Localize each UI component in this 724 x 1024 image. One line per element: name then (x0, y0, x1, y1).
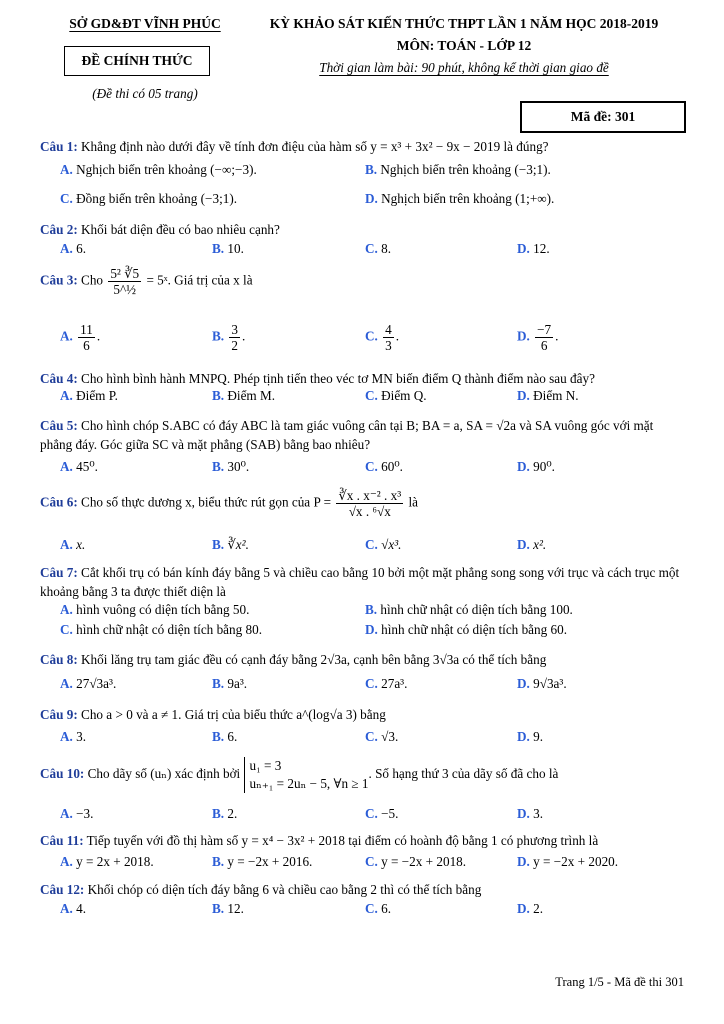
option-c[interactable]: C. 60⁰. (365, 459, 403, 474)
option-d[interactable]: D. Nghịch biến trên khoảng (1;+∞). (365, 191, 555, 206)
option-d[interactable]: D. 9. (517, 729, 544, 744)
option-d[interactable]: D. 90⁰. (517, 459, 555, 474)
question-12: Câu 12: Khối chóp có diện tích đáy bằng 6 và chiều cao bằng 2 thì có thể tích bằng (40, 882, 482, 897)
option-a[interactable]: A. x. (60, 537, 86, 552)
option-d[interactable]: D. y = −2x + 2020. (517, 854, 619, 869)
question-5: Câu 5: Cho hình chóp S.ABC có đáy ABC là tam giác vuông cân tại B; BA = a, SA = √2a và SA vuông góc với mặt phẳng đáy. Góc giữa SC và mặt phẳng (SAB) bằng bao nhiêu? (40, 418, 654, 452)
option-c[interactable]: C. √3. (365, 729, 399, 744)
exam-time-note: Thời gian làm bài: 90 phút, không kể thời gian giao đề (319, 60, 609, 75)
option-b[interactable]: B. 9a³. (212, 676, 248, 691)
question-6: Câu 6: Cho số thực dương x, biểu thức rút gọn của P = $\frac{\text{∛x . x⁻² . x³}}{\text{√x . ⁶√x}}$ là (40, 488, 419, 519)
department-header (40, 16, 250, 32)
question-8: Câu 8: Khối lăng trụ tam giác đều có cạnh đáy bằng 2√3a, cạnh bên bằng 3√3a có thể tích bằng (40, 652, 547, 667)
option-a[interactable]: A. −3. (60, 806, 94, 821)
question-1 (40, 137, 686, 156)
option-c[interactable]: C. −5. (365, 806, 399, 821)
department-name: SỞ GD&ĐT VĨNH PHÚC (69, 16, 221, 31)
option-d[interactable]: D. Điểm N. (517, 388, 579, 403)
option-d[interactable]: D. x². (517, 537, 547, 552)
option-d[interactable]: D. $\frac{-7}{6}$ . (517, 322, 559, 353)
option-b[interactable]: B. Điểm M. (212, 388, 276, 403)
option-d[interactable]: D. hình chữ nhật có diện tích bằng 60. (365, 622, 567, 637)
option-a[interactable]: A. 27√3a³. (60, 676, 117, 691)
exam-code-box: Mã đề: 301 (520, 101, 686, 133)
option-a[interactable]: A. 45⁰. (60, 459, 98, 474)
option-c[interactable]: C. 8. (365, 241, 392, 256)
option-d[interactable]: D. 3. (517, 806, 544, 821)
option-a[interactable]: A. $\frac{11}{6}$ . (60, 322, 101, 353)
option-d[interactable]: D. 2. (517, 901, 544, 916)
option-a[interactable]: A. 6. (60, 241, 87, 256)
option-b[interactable]: B. $\frac{3}{2}$ . (212, 322, 246, 353)
option-b[interactable]: B. 6. (212, 729, 238, 744)
question-2: Câu 2: Khối bát diện đều có bao nhiêu cạnh? (40, 222, 280, 237)
equation-system: u₁ = 3 uₙ₊₁ = 2uₙ − 5, ∀n ≥ 1 (244, 757, 369, 793)
question-10: Câu 10: Cho dãy số (uₙ) xác định bởi u₁ = 3 uₙ₊₁ = 2uₙ − 5, ∀n ≥ 1 . Số hạng thứ 3 của dãy số đã cho là (40, 758, 559, 791)
question-label: Câu 1: (40, 139, 78, 154)
question-4: Câu 4: Cho hình bình hành MNPQ. Phép tịnh tiến theo véc tơ MN biến điểm Q thành điểm nào sau đây? (40, 371, 595, 386)
page-count-note: (Đề thi có 05 trang) (92, 86, 198, 101)
option-c[interactable]: C. Đồng biến trên khoảng (−3;1). (60, 191, 238, 206)
option-a[interactable]: A. 4. (60, 901, 87, 916)
official-exam-box: ĐỀ CHÍNH THỨC (64, 46, 210, 76)
option-c[interactable]: C. 27a³. (365, 676, 408, 691)
option-a[interactable]: A. hình vuông có diện tích bằng 50. (60, 602, 250, 617)
option-c[interactable]: C. Điểm Q. (365, 388, 427, 403)
option-b[interactable]: B. 2. (212, 806, 238, 821)
option-b[interactable]: B. y = −2x + 2016. (212, 854, 313, 869)
option-b[interactable]: B. 30⁰. (212, 459, 250, 474)
exam-subject: MÔN: TOÁN - LỚP 12 (396, 38, 532, 53)
exam-header (246, 16, 682, 76)
option-b[interactable]: B. 10. (212, 241, 244, 256)
exam-title: KỲ KHẢO SÁT KIẾN THỨC THPT LẦN 1 NĂM HỌC 2018-2019 (269, 16, 659, 31)
fraction: $\frac{\text{5² ∛5}}{\text{5\textasciicircum{}½}}$ (110, 266, 140, 297)
question-3: Câu 3: Cho $\frac{\text{5² ∛5}}{\text{5\textasciicircum{}½}}$ = 5ˣ. Giá trị của x là (40, 266, 253, 297)
option-c[interactable]: C. 6. (365, 901, 392, 916)
page-footer: Trang 1/5 - Mã đề thi 301 (555, 975, 684, 989)
option-c[interactable]: C. $\frac{4}{3}$ . (365, 322, 400, 353)
question-11: Câu 11: Tiếp tuyến với đồ thị hàm số y = x⁴ − 3x² + 2018 tại điểm có hoành độ bằng 1 có phương trình là (40, 833, 599, 848)
option-c[interactable]: C. y = −2x + 2018. (365, 854, 467, 869)
question-7: Câu 7: Cắt khối trụ có bán kính đáy bằng 5 và chiều cao bằng 10 bởi một mặt phẳng song song với trục và cách trục một khoảng bằng 3 ta được thiết diện là (40, 565, 680, 599)
option-c[interactable]: C. √x³. (365, 537, 402, 552)
option-c[interactable]: C. hình chữ nhật có diện tích bằng 80. (60, 622, 262, 637)
question-9: Câu 9: Cho a > 0 và a ≠ 1. Giá trị của biểu thức a^(log√a 3) bằng (40, 707, 386, 722)
option-b[interactable]: B. hình chữ nhật có diện tích bằng 100. (365, 602, 573, 617)
option-a[interactable]: A. 3. (60, 729, 87, 744)
option-d[interactable]: D. 9√3a³. (517, 676, 567, 691)
option-b[interactable]: B. ∛x². (212, 537, 249, 552)
option-a[interactable]: A. Điểm P. (60, 388, 118, 403)
option-a[interactable]: A. Nghịch biến trên khoảng (−∞;−3). (60, 162, 257, 177)
option-d[interactable]: D. 12. (517, 241, 550, 256)
option-b[interactable]: B. Nghịch biến trên khoảng (−3;1). (365, 162, 551, 177)
option-a[interactable]: A. y = 2x + 2018. (60, 854, 154, 869)
question-text: Khẳng định nào dưới đây về tính đơn điệu của hàm số y = x³ + 3x² − 9x − 2019 là đúng? (81, 139, 549, 154)
fraction: $\frac{\text{∛x . x⁻² . x³}}{\text{√x . ⁶√x}}$ (338, 488, 402, 519)
option-b[interactable]: B. 12. (212, 901, 244, 916)
